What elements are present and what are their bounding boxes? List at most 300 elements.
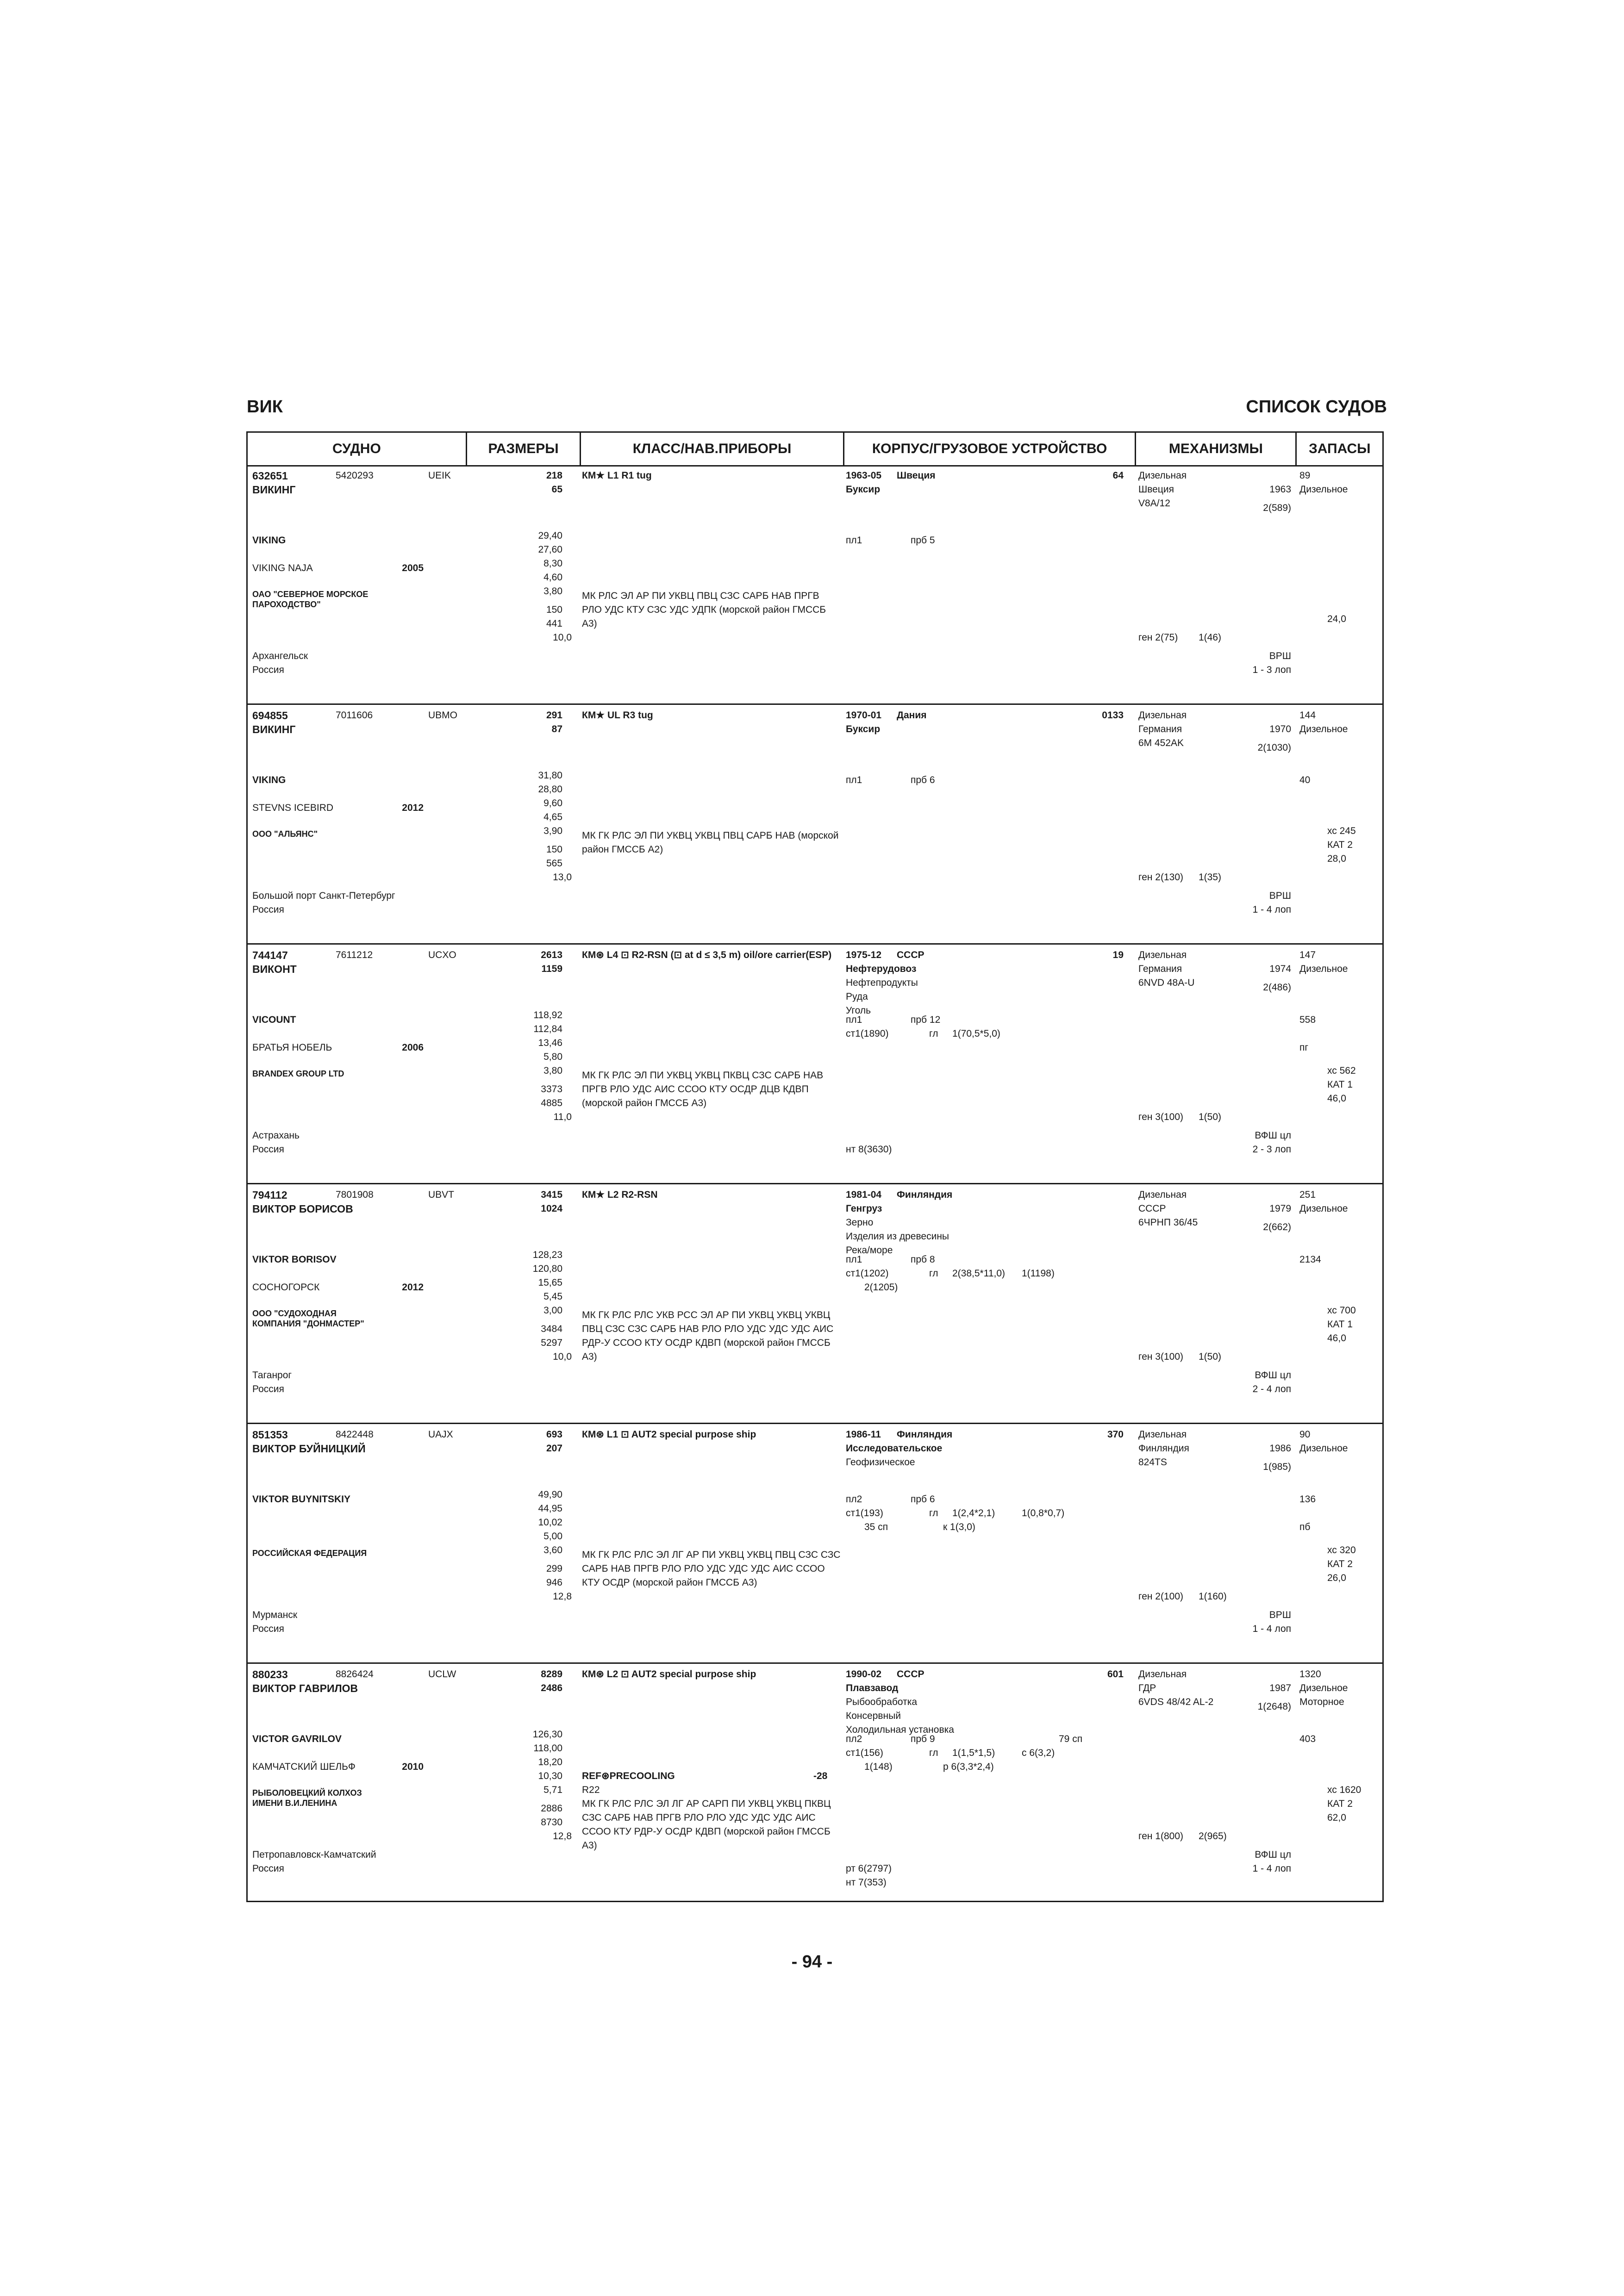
cargo-type: Консервный bbox=[846, 1711, 901, 1721]
navigation-equipment: МК ГК РЛС РЛС ЭЛ ЛГ АР САРП ПИ УКВЦ УКВЦ ПКВЦ СЗС САРБ НАВ ПРГВ РЛО РЛО УДС УДС УДС АИС ССОО КТУ РДР-У ОСДР КДВП (морской район ГМССБ А3) bbox=[582, 1798, 831, 1851]
generator-main: ген 3(100) bbox=[1138, 1112, 1184, 1122]
speed: 13,0 bbox=[553, 872, 572, 883]
owner-name: BRANDEX GROUP LTD bbox=[252, 1069, 344, 1078]
imo-number: 5420293 bbox=[336, 470, 374, 481]
propeller-type: ВФШ цл bbox=[1255, 1849, 1291, 1860]
dimension-value: 5,45 bbox=[543, 1291, 562, 1302]
engine-model: 824TS bbox=[1138, 1457, 1167, 1468]
engine-country: Швеция bbox=[1138, 484, 1174, 495]
build-date: 1981-04 bbox=[846, 1189, 882, 1200]
engine-type: Дизельная bbox=[1138, 1429, 1187, 1440]
fuel-type: Дизельное bbox=[1299, 484, 1348, 495]
build-country: СССР bbox=[897, 1669, 924, 1680]
yard-number: 64 bbox=[1112, 470, 1124, 481]
engine-year: 1986 bbox=[1269, 1443, 1291, 1454]
engine-type: Дизельная bbox=[1138, 710, 1187, 721]
class-notation: КМ★ L2 R2-RSN bbox=[582, 1189, 658, 1200]
engine-type: Дизельная bbox=[1138, 1189, 1187, 1200]
supply-value: 2134 bbox=[1299, 1254, 1321, 1265]
generator-aux: 1(35) bbox=[1199, 872, 1222, 883]
cargo-type: Рыбообработка bbox=[846, 1697, 918, 1707]
engine-power: 1(985) bbox=[1263, 1462, 1291, 1472]
hull-bulkheads: прб 6 bbox=[911, 775, 935, 785]
deadweight: 2886 bbox=[541, 1803, 562, 1814]
vessel-name-latin: VIKING bbox=[252, 775, 286, 785]
generator-main: ген 2(130) bbox=[1138, 872, 1184, 883]
hull-detail: 1(0,8*0,7) bbox=[1022, 1508, 1065, 1518]
refrigerated-hold: хс 1620 bbox=[1327, 1785, 1362, 1795]
supply-capacity: 26,0 bbox=[1327, 1573, 1346, 1583]
hull-deck: пл1 bbox=[846, 775, 862, 785]
hull-detail: к 1(3,0) bbox=[943, 1522, 975, 1532]
cargo-type: Зерно bbox=[846, 1217, 874, 1228]
column-header-dimensions: РАЗМЕРЫ bbox=[467, 433, 581, 465]
engine-country: Германия bbox=[1138, 724, 1182, 734]
hull-detail: ст1(193) bbox=[846, 1508, 883, 1518]
column-header-supplies: ЗАПАСЫ bbox=[1308, 441, 1371, 456]
engine-model: 6ЧРНП 36/45 bbox=[1138, 1217, 1198, 1228]
former-name: БРАТЬЯ НОБЕЛЬ bbox=[252, 1042, 332, 1053]
hull-detail: ст1(1202) bbox=[846, 1268, 889, 1279]
navigation-equipment: МК ГК РЛС ЭЛ ПИ УКВЦ УКВЦ ПВЦ САРБ НАВ (морской район ГМССБ А2) bbox=[582, 830, 839, 855]
gross-tonnage: 693 bbox=[546, 1429, 562, 1440]
deadweight: 150 bbox=[546, 844, 562, 855]
engine-model: 6NVD 48A-U bbox=[1138, 977, 1195, 988]
owner-name: ООО "АЛЬЯНС" bbox=[252, 829, 318, 839]
yard-number: 601 bbox=[1107, 1669, 1124, 1680]
deadweight: 299 bbox=[546, 1563, 562, 1574]
deadweight: 3484 bbox=[541, 1324, 562, 1334]
hull-detail: 35 сп bbox=[864, 1522, 888, 1532]
hull-detail: 79 сп bbox=[1059, 1734, 1083, 1744]
dimension-value: 5,71 bbox=[543, 1785, 562, 1795]
vessel-name: ВИКТОР БОРИСОВ bbox=[252, 1203, 353, 1215]
refrigerated-hold: КАТ 1 bbox=[1327, 1079, 1353, 1090]
call-sign: UCLW bbox=[428, 1669, 456, 1680]
navigation-equipment: МК ГК РЛС ЭЛ ПИ УКВЦ УКВЦ ПКВЦ СЗС САРБ НАВ ПРГВ РЛО УДС АИС ССОО КТУ ОСДР ДЦВ КДВП (морской район ГМССБ А3) bbox=[582, 1070, 824, 1108]
dimension-value: 3,80 bbox=[543, 1065, 562, 1076]
cargo-type: Буксир bbox=[846, 724, 881, 734]
class-notation: КМ⊛ L4 ⊡ R2-RSN (⊡ at d ≤ 3,5 m) oil/ore carrier(ESP) bbox=[582, 950, 832, 960]
flag-state: Россия bbox=[252, 1624, 284, 1634]
home-port: Петропавловск-Камчатский bbox=[252, 1849, 376, 1860]
dimension-value: 3,80 bbox=[543, 586, 562, 597]
engine-type: Дизельная bbox=[1138, 470, 1187, 481]
generator-aux: 1(50) bbox=[1199, 1351, 1222, 1362]
dimension-value: 15,65 bbox=[538, 1277, 562, 1288]
vessel-entry bbox=[248, 1664, 1382, 1904]
dimension-value: 3,90 bbox=[543, 826, 562, 836]
propeller-count: 1 - 4 лоп bbox=[1252, 1863, 1291, 1874]
gross-tonnage: 218 bbox=[546, 470, 562, 481]
call-sign: UAJX bbox=[428, 1429, 453, 1440]
generator-aux: 1(46) bbox=[1199, 632, 1222, 643]
engine-year: 1963 bbox=[1269, 484, 1291, 495]
fuel-type: Дизельное bbox=[1299, 724, 1348, 734]
home-port: Таганрог bbox=[252, 1370, 292, 1381]
engine-model: 6VDS 48/42 AL-2 bbox=[1138, 1697, 1214, 1707]
vessel-name-latin: VICOUNT bbox=[252, 1014, 296, 1025]
dimension-value: 49,90 bbox=[538, 1489, 562, 1500]
page-number: - 94 - bbox=[791, 1952, 833, 1972]
hull-detail: 1(1,5*1,5) bbox=[952, 1748, 995, 1758]
owner-name: РЫБОЛОВЕЦКИЙ КОЛХОЗ ИМЕНИ В.И.ЛЕНИНА bbox=[252, 1788, 362, 1808]
hull-deck: пл1 bbox=[846, 1254, 862, 1265]
cargo-type: Изделия из древесины bbox=[846, 1231, 949, 1242]
dimension-value: 27,60 bbox=[538, 544, 562, 555]
refrigerated-hold: хс 320 bbox=[1327, 1545, 1356, 1556]
build-date: 1990-02 bbox=[846, 1669, 882, 1680]
registry-number: 632651 bbox=[252, 470, 288, 482]
vessel-name: ВИКТОР ГАВРИЛОВ bbox=[252, 1682, 358, 1694]
dimension-value: 3,00 bbox=[543, 1305, 562, 1316]
home-port: Большой порт Санкт-Петербург bbox=[252, 890, 395, 901]
cargo-type: Уголь bbox=[846, 1005, 871, 1016]
build-date: 1986-11 bbox=[846, 1429, 881, 1440]
hull-detail: р 6(3,3*2,4) bbox=[943, 1761, 994, 1772]
hull-deck: пл1 bbox=[846, 1014, 862, 1025]
net-tonnage: 1159 bbox=[541, 964, 562, 974]
net-tonnage: 87 bbox=[551, 724, 562, 734]
flag-state: Россия bbox=[252, 665, 284, 675]
former-name: STEVNS ICEBIRD bbox=[252, 803, 334, 813]
hull-detail: гл bbox=[929, 1508, 938, 1518]
vessel-entry bbox=[248, 1184, 1382, 1424]
fuel-type-secondary: Моторное bbox=[1299, 1697, 1344, 1707]
vessel-name-latin: VIKTOR BUYNITSKIY bbox=[252, 1494, 350, 1505]
engine-power: 2(662) bbox=[1263, 1222, 1291, 1232]
generator-aux: 1(160) bbox=[1199, 1591, 1227, 1602]
fuel-type: Дизельное bbox=[1299, 1683, 1348, 1693]
net-tonnage: 65 bbox=[551, 484, 562, 495]
hull-detail: 1(70,5*5,0) bbox=[952, 1028, 1000, 1039]
hull-detail: 2(38,5*11,0) bbox=[952, 1268, 1006, 1279]
call-sign: UCXO bbox=[428, 950, 456, 960]
dimension-value: 29,40 bbox=[538, 530, 562, 541]
dimension-value: 8,30 bbox=[543, 558, 562, 569]
hull-detail: 1(2,4*2,1) bbox=[952, 1508, 995, 1518]
displacement: 4885 bbox=[541, 1098, 562, 1108]
supply-value: 40 bbox=[1299, 775, 1311, 785]
dimension-value: 4,60 bbox=[543, 572, 562, 583]
dimension-value: 13,46 bbox=[538, 1038, 562, 1048]
net-tonnage: 2486 bbox=[541, 1683, 562, 1693]
generator-main: ген 2(75) bbox=[1138, 632, 1178, 643]
vessel-name: ВИКИНГ bbox=[252, 484, 296, 496]
dimension-value: 4,65 bbox=[543, 812, 562, 822]
supply-capacity: 46,0 bbox=[1327, 1333, 1346, 1344]
vessel-name: ВИКТОР БУЙНИЦКИЙ bbox=[252, 1443, 366, 1455]
dimension-value: 28,80 bbox=[538, 784, 562, 795]
generator-aux: 2(965) bbox=[1199, 1831, 1227, 1842]
propeller-type: ВРШ bbox=[1269, 651, 1291, 661]
home-port: Мурманск bbox=[252, 1610, 298, 1620]
hull-deck: пл2 bbox=[846, 1494, 862, 1505]
displacement: 946 bbox=[546, 1577, 562, 1588]
engine-model: V8A/12 bbox=[1138, 498, 1170, 509]
owner-name: РОССИЙСКАЯ ФЕДЕРАЦИЯ bbox=[252, 1549, 367, 1558]
hull-bulkheads: прб 9 bbox=[911, 1734, 935, 1744]
hull-bulkheads: прб 5 bbox=[911, 535, 935, 546]
refrigerated-hold: КАТ 1 bbox=[1327, 1319, 1353, 1330]
speed: 10,0 bbox=[553, 632, 572, 643]
call-sign: UBMO bbox=[428, 710, 457, 721]
propeller-count: 1 - 3 лоп bbox=[1252, 665, 1291, 675]
dimension-value: 126,30 bbox=[532, 1729, 562, 1740]
fuel-type: Дизельное bbox=[1299, 964, 1348, 974]
column-header-hull: КОРПУС/ГРУЗОВОЕ УСТРОЙСТВО bbox=[844, 433, 1136, 465]
hull-detail: 1(148) bbox=[864, 1761, 893, 1772]
refrigerated-hold: КАТ 2 bbox=[1327, 1798, 1353, 1809]
cargo-type: Нефтерудовоз bbox=[846, 964, 917, 974]
former-name-year: 2012 bbox=[402, 1282, 424, 1293]
propeller-type: ВФШ цл bbox=[1255, 1130, 1291, 1141]
hull-detail: гл bbox=[929, 1028, 938, 1039]
hull-detail: ст1(156) bbox=[846, 1748, 883, 1758]
fuel-capacity: 1320 bbox=[1299, 1669, 1321, 1680]
hull-detail: 2(1205) bbox=[864, 1282, 898, 1293]
generator-aux: 1(50) bbox=[1199, 1112, 1222, 1122]
vessel-entry bbox=[248, 945, 1382, 1184]
refrigerated-hold: хс 245 bbox=[1327, 826, 1356, 836]
fuel-capacity: 89 bbox=[1299, 470, 1311, 481]
speed: 12,8 bbox=[553, 1591, 572, 1602]
class-notation: КМ⊛ L2 ⊡ AUT2 special purpose ship bbox=[582, 1669, 756, 1680]
engine-country: СССР bbox=[1138, 1203, 1166, 1214]
engine-year: 1987 bbox=[1269, 1683, 1291, 1693]
net-tonnage: 207 bbox=[546, 1443, 562, 1454]
propeller-type: ВРШ bbox=[1269, 890, 1291, 901]
dimension-value: 112,84 bbox=[533, 1024, 562, 1034]
cargo-type: Буксир bbox=[846, 484, 881, 495]
vessel-name-latin: VIKTOR BORISOV bbox=[252, 1254, 337, 1265]
hull-detail: 1(1198) bbox=[1022, 1268, 1055, 1279]
supply-value: 403 bbox=[1299, 1734, 1316, 1744]
owner-name: ООО "СУДОХОДНАЯ КОМПАНИЯ "ДОНМАСТЕР" bbox=[252, 1309, 364, 1328]
cargo-type: Нефтепродукты bbox=[846, 977, 918, 988]
refrigeration-class: REF⊛PRECOOLING bbox=[582, 1771, 675, 1781]
column-header-machinery: МЕХАНИЗМЫ bbox=[1136, 433, 1297, 465]
navigation-equipment: МК ГК РЛС РЛС УКВ РСС ЭЛ АР ПИ УКВЦ УКВЦ УКВЦ ПВЦ СЗС СЗС САРБ НАВ РЛО РЛО УДС УДС УДС АИС РДР-У ССОО КТУ ОСДР КДВП (морской район ГМССБ А3) bbox=[582, 1310, 834, 1362]
former-name-year: 2005 bbox=[402, 563, 424, 573]
hull-deck: пл2 bbox=[846, 1734, 862, 1744]
hull-detail: с 6(3,2) bbox=[1022, 1748, 1055, 1758]
supply-value: 558 bbox=[1299, 1014, 1316, 1025]
engine-power: 2(589) bbox=[1263, 503, 1291, 513]
dimension-value: 118,92 bbox=[533, 1010, 562, 1020]
hull-bulkheads: прб 12 bbox=[911, 1014, 941, 1025]
tank-capacity: нт 7(353) bbox=[846, 1877, 887, 1888]
gross-tonnage: 8289 bbox=[541, 1669, 562, 1680]
displacement: 441 bbox=[546, 618, 562, 629]
supply-capacity: 28,0 bbox=[1327, 853, 1346, 864]
propeller-count: 1 - 4 лоп bbox=[1252, 904, 1291, 915]
registry-number: 880233 bbox=[252, 1668, 288, 1680]
speed: 10,0 bbox=[553, 1351, 572, 1362]
fuel-capacity: 144 bbox=[1299, 710, 1316, 721]
vessel-entry bbox=[248, 1424, 1382, 1664]
engine-year: 1970 bbox=[1269, 724, 1291, 734]
cargo-type: Холодильная установка bbox=[846, 1724, 954, 1735]
flag-state: Россия bbox=[252, 1384, 284, 1394]
vessel-entry bbox=[248, 465, 1382, 705]
cargo-type: Плавзавод bbox=[846, 1683, 899, 1693]
build-country: СССР bbox=[897, 950, 924, 960]
page-header-right: СПИСОК СУДОВ bbox=[1246, 397, 1387, 417]
registry-number: 694855 bbox=[252, 709, 288, 722]
owner-name: ОАО "СЕВЕРНОЕ МОРСКОЕ ПАРОХОДСТВО" bbox=[252, 590, 369, 609]
build-country: Финляндия bbox=[897, 1429, 953, 1440]
displacement: 8730 bbox=[541, 1817, 562, 1828]
home-port: Астрахань bbox=[252, 1130, 300, 1141]
refrigeration-temperature: -28 bbox=[813, 1771, 828, 1781]
vessel-name-latin: VIKING bbox=[252, 535, 286, 546]
build-country: Дания bbox=[897, 710, 927, 721]
vessel-name: ВИКИНГ bbox=[252, 723, 296, 735]
yard-number: 19 bbox=[1112, 950, 1124, 960]
hull-detail: гл bbox=[929, 1748, 938, 1758]
gross-tonnage: 291 bbox=[546, 710, 562, 721]
former-name: СОСНОГОРСК bbox=[252, 1282, 320, 1293]
flag-state: Россия bbox=[252, 1863, 284, 1874]
navigation-equipment: МК РЛС ЭЛ АР ПИ УКВЦ ПВЦ СЗС САРБ НАВ ПРГВ РЛО УДС КТУ СЗС УДС УДПК (морской район ГМССБ А3) bbox=[582, 591, 826, 629]
supply-value: пб bbox=[1299, 1522, 1311, 1532]
yard-number: 0133 bbox=[1102, 710, 1124, 721]
fuel-capacity: 90 bbox=[1299, 1429, 1311, 1440]
cargo-type: Исследовательское bbox=[846, 1443, 943, 1454]
hull-detail: ст1(1890) bbox=[846, 1028, 889, 1039]
engine-power: 2(486) bbox=[1263, 982, 1291, 993]
vessel-entry bbox=[248, 705, 1382, 945]
engine-year: 1974 bbox=[1269, 964, 1291, 974]
hull-bulkheads: прб 6 bbox=[911, 1494, 935, 1505]
imo-number: 7611212 bbox=[336, 950, 373, 960]
propeller-type: ВРШ bbox=[1269, 1610, 1291, 1620]
engine-country: Финляндия bbox=[1138, 1443, 1189, 1454]
flag-state: Россия bbox=[252, 904, 284, 915]
dimension-value: 128,23 bbox=[532, 1250, 562, 1260]
dimension-value: 10,02 bbox=[538, 1517, 562, 1528]
registry-number: 851353 bbox=[252, 1429, 288, 1441]
propeller-count: 2 - 4 лоп bbox=[1252, 1384, 1291, 1394]
propeller-type: ВФШ цл bbox=[1255, 1370, 1291, 1381]
net-tonnage: 1024 bbox=[541, 1203, 562, 1214]
deadweight: 3373 bbox=[541, 1084, 562, 1095]
engine-power: 1(2648) bbox=[1257, 1701, 1291, 1712]
imo-number: 7801908 bbox=[336, 1189, 374, 1200]
registry-number: 794112 bbox=[252, 1189, 287, 1201]
build-date: 1975-12 bbox=[846, 950, 882, 960]
generator-main: ген 3(100) bbox=[1138, 1351, 1184, 1362]
propeller-count: 2 - 3 лоп bbox=[1252, 1144, 1291, 1155]
dimension-value: 31,80 bbox=[538, 770, 562, 781]
engine-type: Дизельная bbox=[1138, 1669, 1187, 1680]
fuel-type: Дизельное bbox=[1299, 1443, 1348, 1454]
speed: 11,0 bbox=[553, 1112, 572, 1122]
refrigerated-hold: хс 562 bbox=[1327, 1065, 1356, 1076]
vessel-name: ВИКОНТ bbox=[252, 963, 297, 975]
column-header-class: КЛАСС/НАВ.ПРИБОРЫ bbox=[581, 433, 844, 465]
dimension-value: 3,60 bbox=[543, 1545, 562, 1556]
engine-country: Германия bbox=[1138, 964, 1182, 974]
refrigerated-hold: хс 700 bbox=[1327, 1305, 1356, 1316]
cargo-type: Генгруз bbox=[846, 1203, 882, 1214]
class-notation: КМ★ UL R3 tug bbox=[582, 710, 653, 721]
supply-value: пг bbox=[1299, 1042, 1309, 1053]
dimension-value: 44,95 bbox=[538, 1503, 562, 1514]
hull-bulkheads: прб 8 bbox=[911, 1254, 935, 1265]
dimension-value: 9,60 bbox=[543, 798, 562, 809]
engine-model: 6M 452AK bbox=[1138, 738, 1184, 748]
supply-capacity: 24,0 bbox=[1327, 614, 1346, 624]
fuel-type: Дизельное bbox=[1299, 1203, 1348, 1214]
navigation-equipment: МК ГК РЛС РЛС ЭЛ ЛГ АР ПИ УКВЦ УКВЦ ПВЦ СЗС СЗС САРБ НАВ ПРГВ РЛО РЛО УДС УДС УДС АИС ССОО КТУ ОСДР (морской район ГМССБ А3) bbox=[582, 1549, 841, 1588]
refrigerant: R22 bbox=[582, 1785, 600, 1795]
propeller-count: 1 - 4 лоп bbox=[1252, 1624, 1291, 1634]
dimension-value: 118,00 bbox=[533, 1743, 562, 1754]
column-header-vessel: СУДНО bbox=[248, 433, 467, 465]
ship-register-table bbox=[246, 431, 1384, 1902]
refrigerated-hold: КАТ 2 bbox=[1327, 1559, 1353, 1569]
displacement: 5297 bbox=[541, 1338, 562, 1348]
class-notation: КМ⊛ L1 ⊡ AUT2 special purpose ship bbox=[582, 1429, 756, 1440]
build-country: Швеция bbox=[897, 470, 936, 481]
imo-number: 7011606 bbox=[336, 710, 373, 721]
cargo-type: Руда bbox=[846, 991, 868, 1002]
dimension-value: 120,80 bbox=[532, 1263, 562, 1274]
hull-detail: гл bbox=[929, 1268, 938, 1279]
cargo-type: Река/море bbox=[846, 1245, 893, 1256]
former-name: VIKING NAJA bbox=[252, 563, 313, 573]
tank-capacity: рт 6(2797) bbox=[846, 1863, 892, 1874]
supply-capacity: 62,0 bbox=[1327, 1812, 1346, 1823]
former-name-year: 2010 bbox=[402, 1761, 424, 1772]
fuel-capacity: 147 bbox=[1299, 950, 1316, 960]
tank-capacity: нт 8(3630) bbox=[846, 1144, 892, 1155]
page-header-left: ВИК bbox=[247, 397, 283, 417]
former-name: КАМЧАТСКИЙ ШЕЛЬФ bbox=[252, 1761, 356, 1772]
column-headers bbox=[248, 433, 1382, 467]
dimension-value: 5,80 bbox=[543, 1052, 562, 1062]
call-sign: UBVT bbox=[428, 1189, 455, 1200]
supply-capacity: 46,0 bbox=[1327, 1093, 1346, 1104]
imo-number: 8826424 bbox=[336, 1669, 374, 1680]
former-name-year: 2012 bbox=[402, 803, 424, 813]
vessel-name-latin: VICTOR GAVRILOV bbox=[252, 1734, 342, 1744]
registry-number: 744147 bbox=[252, 949, 288, 961]
class-notation: КМ★ L1 R1 tug bbox=[582, 470, 652, 481]
engine-country: ГДР bbox=[1138, 1683, 1156, 1693]
engine-year: 1979 bbox=[1269, 1203, 1291, 1214]
hull-deck: пл1 bbox=[846, 535, 862, 546]
call-sign: UEIK bbox=[428, 470, 451, 481]
supply-value: 136 bbox=[1299, 1494, 1316, 1505]
dimension-value: 5,00 bbox=[543, 1531, 562, 1542]
engine-type: Дизельная bbox=[1138, 950, 1187, 960]
generator-main: ген 1(800) bbox=[1138, 1831, 1184, 1842]
gross-tonnage: 3415 bbox=[541, 1189, 562, 1200]
imo-number: 8422448 bbox=[336, 1429, 374, 1440]
speed: 12,8 bbox=[553, 1831, 572, 1842]
refrigerated-hold: КАТ 2 bbox=[1327, 840, 1353, 850]
dimension-value: 18,20 bbox=[538, 1757, 562, 1767]
deadweight: 150 bbox=[546, 604, 562, 615]
gross-tonnage: 2613 bbox=[541, 950, 562, 960]
dimension-value: 10,30 bbox=[538, 1771, 562, 1781]
fuel-capacity: 251 bbox=[1299, 1189, 1316, 1200]
engine-power: 2(1030) bbox=[1257, 742, 1291, 753]
former-name-year: 2006 bbox=[402, 1042, 424, 1053]
